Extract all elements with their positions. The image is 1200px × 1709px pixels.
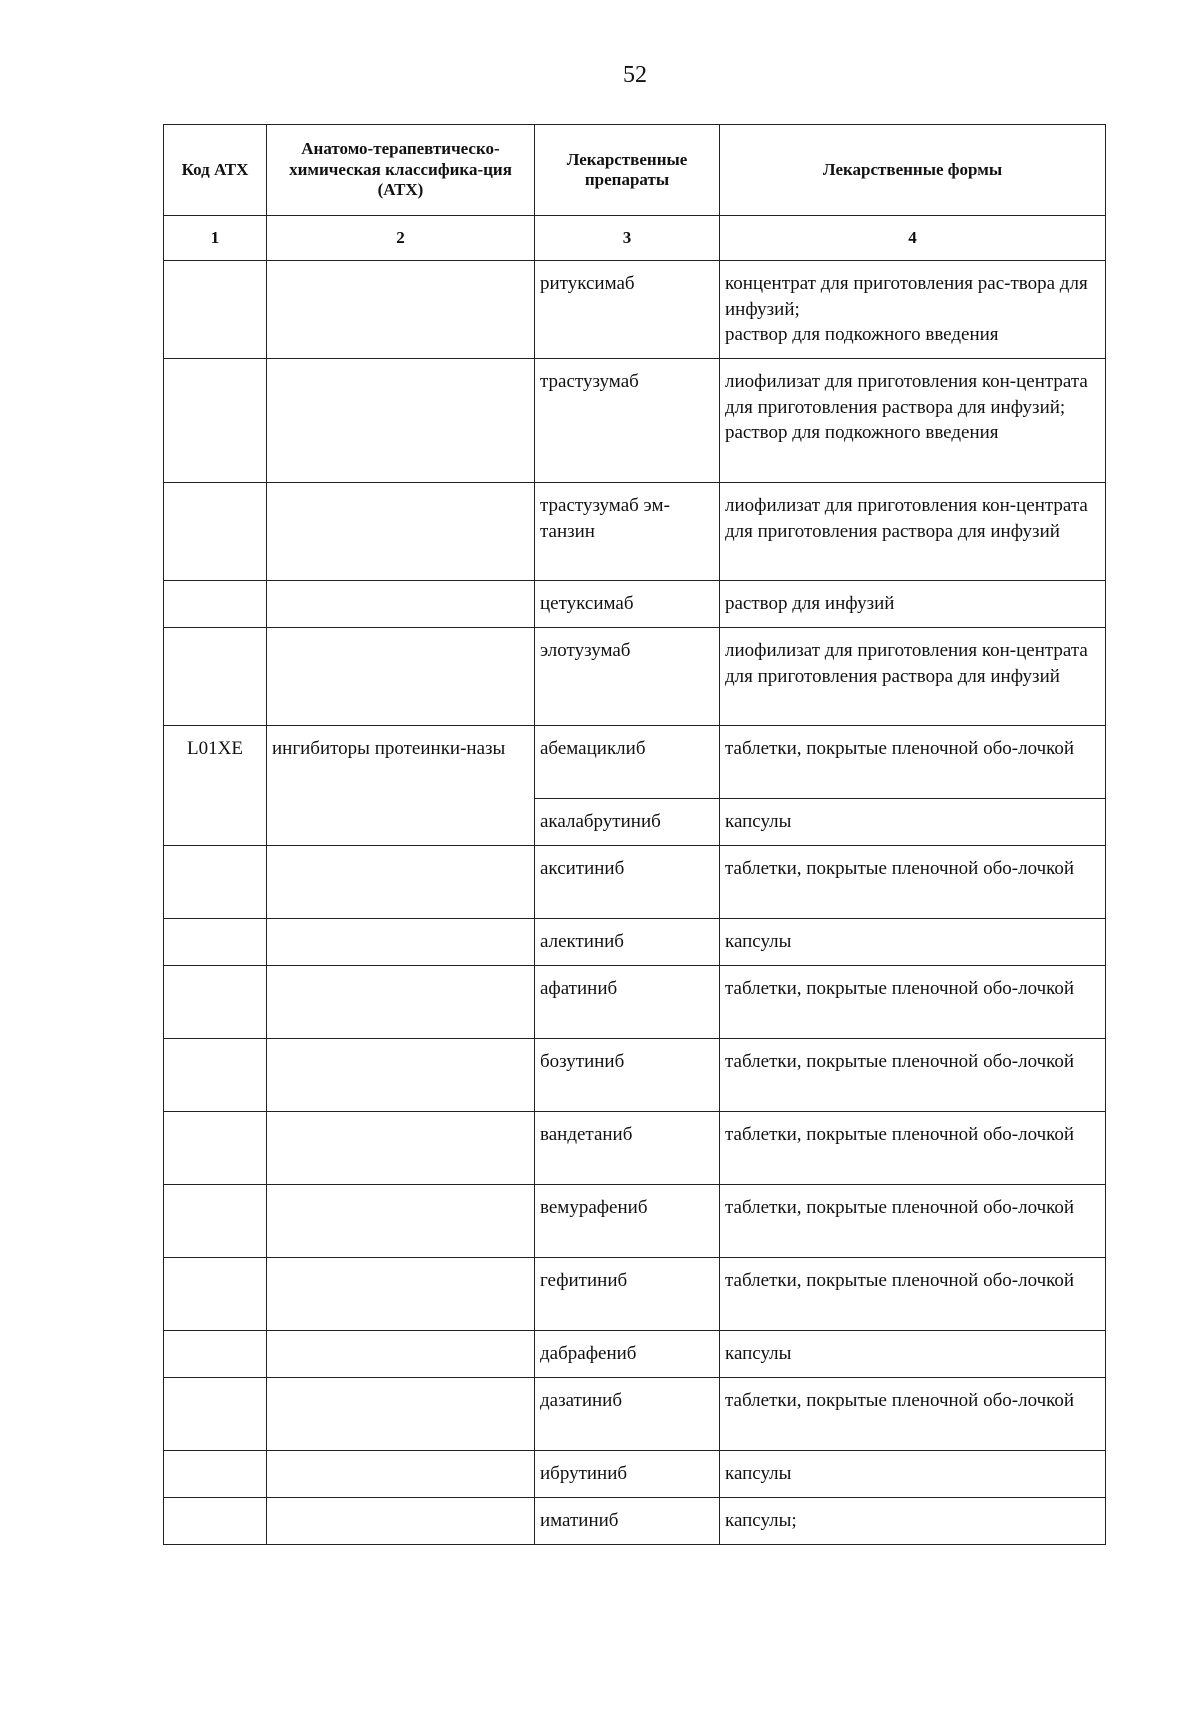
table-row [164, 483, 1106, 581]
dosage-form-cell: концентрат для приготовления рас-твора для инфузий; раствор для подкожного введения [720, 261, 1106, 359]
dosage-form-cell: капсулы [720, 1331, 1106, 1378]
table-row [164, 1451, 1106, 1498]
atc-classification-cell [267, 1451, 535, 1498]
drug-name-cell: афатиниб [535, 966, 720, 1039]
atc-classification-cell [267, 966, 535, 1039]
page-number: 52 [623, 62, 647, 88]
atc-code-cell: L01XE [164, 726, 267, 846]
column-number: 1 [164, 216, 267, 261]
atc-classification-cell [267, 1498, 535, 1545]
drug-name-cell: ибрутиниб [535, 1451, 720, 1498]
atc-code-cell [164, 581, 267, 628]
atc-classification-cell: ингибиторы протеинки-назы [267, 726, 535, 846]
atc-code-cell [164, 966, 267, 1039]
drug-name-cell: гефитиниб [535, 1258, 720, 1331]
drug-name-cell: акалабрутиниб [535, 799, 720, 846]
drug-name-cell: дазатиниб [535, 1378, 720, 1451]
column-number: 4 [720, 216, 1106, 261]
atc-code-cell [164, 1112, 267, 1185]
table-row [164, 846, 1106, 919]
dosage-form-cell: таблетки, покрытые пленочной обо-лочкой [720, 966, 1106, 1039]
drug-name-cell: вемурафениб [535, 1185, 720, 1258]
dosage-form-cell: капсулы [720, 919, 1106, 966]
atc-code-cell [164, 919, 267, 966]
atc-code-cell [164, 359, 267, 483]
dosage-form-cell: таблетки, покрытые пленочной обо-лочкой [720, 1185, 1106, 1258]
column-number: 2 [267, 216, 535, 261]
atc-code-cell [164, 1258, 267, 1331]
atc-classification-cell [267, 1039, 535, 1112]
atc-code-cell [164, 1185, 267, 1258]
table-row [164, 1258, 1106, 1331]
dosage-form-cell: таблетки, покрытые пленочной обо-лочкой [720, 1039, 1106, 1112]
atc-code-cell [164, 1378, 267, 1451]
drug-name-cell: ритуксимаб [535, 261, 720, 359]
atc-classification-cell [267, 359, 535, 483]
atc-classification-cell [267, 581, 535, 628]
dosage-form-cell: таблетки, покрытые пленочной обо-лочкой [720, 726, 1106, 799]
table-row [164, 966, 1106, 1039]
atc-classification-cell [267, 1331, 535, 1378]
atc-classification-cell [267, 1258, 535, 1331]
drug-name-cell: иматиниб [535, 1498, 720, 1545]
dosage-form-cell: таблетки, покрытые пленочной обо-лочкой [720, 846, 1106, 919]
column-number: 3 [535, 216, 720, 261]
drug-name-cell: вандетаниб [535, 1112, 720, 1185]
atc-classification-cell [267, 1185, 535, 1258]
table-row [164, 1378, 1106, 1451]
drug-name-cell: бозутиниб [535, 1039, 720, 1112]
drug-name-cell: элотузумаб [535, 628, 720, 726]
drug-name-cell: трастузумаб эм-танзин [535, 483, 720, 581]
table-row [164, 1185, 1106, 1258]
table-row [164, 1039, 1106, 1112]
drug-name-cell: дабрафениб [535, 1331, 720, 1378]
header-atc-classification: Анатомо-терапевтическо-химическая классифика-ция (АТХ) [267, 125, 535, 216]
drug-name-cell: акситиниб [535, 846, 720, 919]
atc-classification-cell [267, 261, 535, 359]
dosage-form-cell: лиофилизат для приготовления кон-центрата для приготовления раствора для инфузий [720, 628, 1106, 726]
dosage-form-cell: капсулы [720, 1451, 1106, 1498]
table-body [164, 261, 1106, 1545]
table-row [164, 919, 1106, 966]
drug-name-cell: трастузумаб [535, 359, 720, 483]
table-row [164, 1112, 1106, 1185]
atc-classification-cell [267, 1378, 535, 1451]
atc-code-cell [164, 1039, 267, 1112]
dosage-form-cell: капсулы [720, 799, 1106, 846]
atc-classification-cell [267, 483, 535, 581]
header-atc-code: Код АТХ [164, 125, 267, 216]
table-row [164, 628, 1106, 726]
column-number-row [164, 216, 1106, 261]
header-dosage-forms: Лекарственные формы [720, 125, 1106, 216]
drug-name-cell: цетуксимаб [535, 581, 720, 628]
header-drugs: Лекарственные препараты [535, 125, 720, 216]
table-row [164, 261, 1106, 359]
drug-name-cell: алектиниб [535, 919, 720, 966]
dosage-form-cell: таблетки, покрытые пленочной обо-лочкой [720, 1378, 1106, 1451]
table-row [164, 581, 1106, 628]
atc-code-cell [164, 483, 267, 581]
atc-code-cell [164, 846, 267, 919]
atc-classification-cell [267, 1112, 535, 1185]
atc-code-cell [164, 1451, 267, 1498]
atc-code-cell [164, 1331, 267, 1378]
atc-code-cell [164, 1498, 267, 1545]
table-row [164, 726, 1106, 799]
dosage-form-cell: раствор для инфузий [720, 581, 1106, 628]
dosage-form-cell: лиофилизат для приготовления кон-центрата для приготовления раствора для инфузий [720, 483, 1106, 581]
atc-code-cell [164, 261, 267, 359]
table-row [164, 359, 1106, 483]
atc-classification-cell [267, 846, 535, 919]
table-row [164, 1331, 1106, 1378]
drug-name-cell: абемациклиб [535, 726, 720, 799]
drug-table [163, 124, 1106, 1545]
atc-classification-cell [267, 919, 535, 966]
table-row [164, 1498, 1106, 1545]
dosage-form-cell: лиофилизат для приготовления кон-центрата для приготовления раствора для инфузий; раствор для подкожного введения [720, 359, 1106, 483]
atc-code-cell [164, 628, 267, 726]
dosage-form-cell: капсулы; [720, 1498, 1106, 1545]
atc-classification-cell [267, 628, 535, 726]
table-header-row [164, 125, 1106, 216]
dosage-form-cell: таблетки, покрытые пленочной обо-лочкой [720, 1258, 1106, 1331]
dosage-form-cell: таблетки, покрытые пленочной обо-лочкой [720, 1112, 1106, 1185]
